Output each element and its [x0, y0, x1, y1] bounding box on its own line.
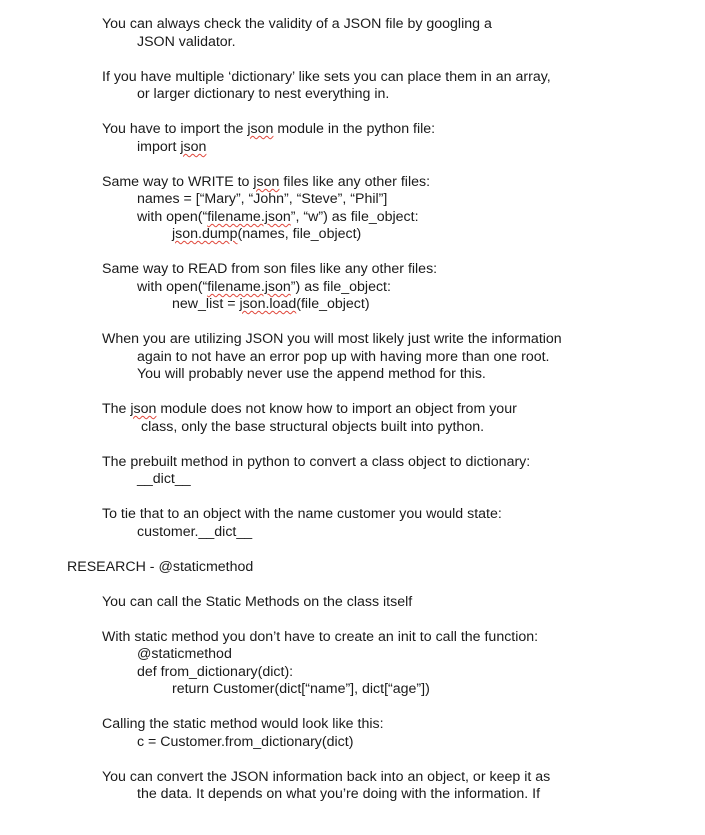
spellcheck-word: json.load	[239, 296, 297, 312]
spellcheck-word: json	[180, 139, 207, 155]
text-line: With static method you don’t have to create an init to call the function:	[102, 629, 539, 645]
spellcheck-word: json.dump	[172, 226, 238, 242]
text-line: Same way to READ from son files like any other files:	[102, 261, 438, 277]
code-line	[137, 279, 391, 296]
text-line: or larger dictionary to nest everything in.	[137, 86, 390, 102]
code-line	[137, 139, 206, 156]
spellcheck-word: json	[130, 401, 157, 417]
text-line: You can call the Static Methods on the class itself	[102, 594, 413, 610]
code-line: @staticmethod	[137, 646, 232, 662]
text-run: ”, “w”) as file_object:	[290, 209, 419, 225]
code-line: c = Customer.from_dictionary(dict)	[137, 734, 354, 750]
text-run: with open(“	[137, 279, 208, 295]
code-line: __dict__	[137, 471, 191, 487]
code-line: def from_dictionary(dict):	[137, 664, 294, 680]
text-line: JSON validator.	[137, 34, 236, 50]
spellcheck-word: json	[247, 121, 274, 137]
text-run: module in the python file:	[273, 121, 436, 137]
text-run: (file_object)	[296, 296, 370, 312]
text-line: You will probably never use the append method for this.	[137, 366, 486, 382]
code-line	[172, 226, 361, 243]
code-line	[137, 209, 419, 226]
text-line: Calling the static method would look like this:	[102, 716, 384, 732]
text-line: When you are utilizing JSON you will most likely just write the information	[102, 331, 562, 347]
text-run: You have to import the	[102, 121, 248, 137]
spellcheck-word: filename.json	[207, 209, 291, 225]
text-line	[102, 174, 430, 191]
text-line: class, only the base structural objects built into python.	[141, 419, 485, 435]
text-line	[102, 401, 517, 418]
text-run: new_list =	[172, 296, 240, 312]
spellcheck-word: json	[253, 174, 280, 190]
text-line: You can always check the validity of a JSON file by googling a	[102, 16, 492, 32]
code-line: return Customer(dict[“name”], dict[“age”])	[172, 681, 430, 697]
text-run: ”) as file_object:	[290, 279, 391, 295]
text-line: the data. It depends on what you’re doing with the information. If	[137, 786, 541, 802]
section-heading: RESEARCH - @staticmethod	[67, 559, 254, 575]
text-line: To tie that to an object with the name customer you would state:	[102, 506, 502, 522]
text-line: If you have multiple ‘dictionary’ like sets you can place them in an array,	[102, 69, 551, 85]
text-run: files like any other files:	[279, 174, 431, 190]
code-line: customer.__dict__	[137, 524, 253, 540]
text-run: with open(“	[137, 209, 208, 225]
text-run: (names, file_object)	[237, 226, 362, 242]
code-line	[172, 296, 370, 313]
spellcheck-word: filename.json	[207, 279, 291, 295]
text-line	[102, 121, 435, 138]
text-run: Same way to WRITE to	[102, 174, 254, 190]
text-line: You can convert the JSON information back into an object, or keep it as	[102, 769, 551, 785]
text-run: The	[102, 401, 131, 417]
text-line: The prebuilt method in python to convert a class object to dictionary:	[102, 454, 531, 470]
text-line: again to not have an error pop up with having more than one root.	[137, 349, 550, 365]
text-run: module does not know how to import an object from your	[156, 401, 517, 417]
text-run: import	[137, 139, 181, 155]
code-line: names = [“Mary”, “John”, “Steve”, “Phil”]	[137, 191, 388, 207]
